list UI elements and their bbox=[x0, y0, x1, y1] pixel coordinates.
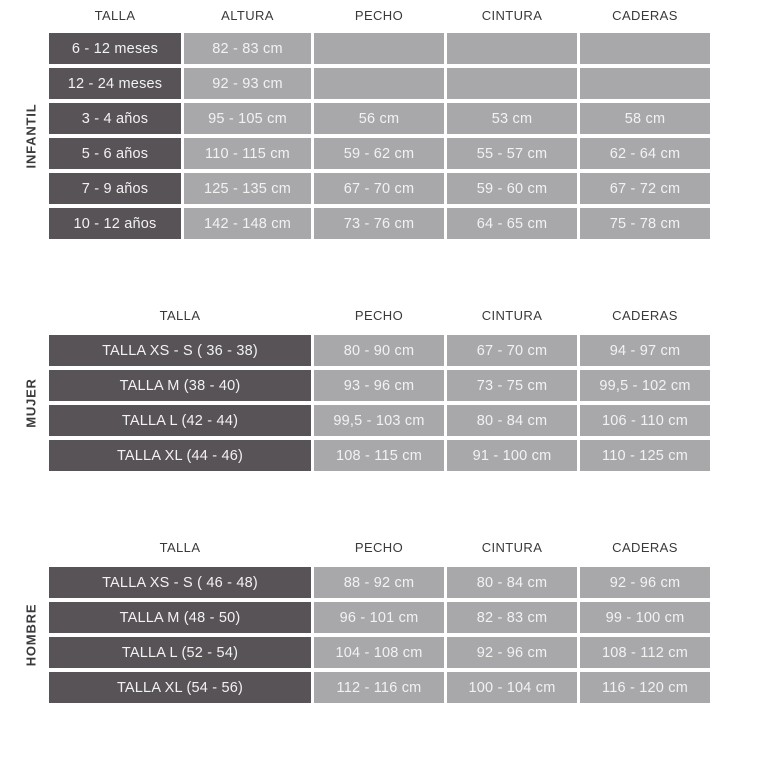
size-label-cell: 7 - 9 años bbox=[49, 173, 181, 204]
measurement-cell bbox=[580, 33, 710, 64]
column-header: TALLA bbox=[159, 539, 201, 555]
measurement-cell bbox=[314, 68, 444, 99]
measurement-cell: 55 - 57 cm bbox=[447, 138, 577, 169]
measurement-cell: 73 - 76 cm bbox=[314, 208, 444, 239]
measurement-cell: 100 - 104 cm bbox=[447, 672, 577, 703]
section-label-hombre: HOMBRE bbox=[23, 603, 39, 667]
measurement-cell: 75 - 78 cm bbox=[580, 208, 710, 239]
column-header: CINTURA bbox=[481, 539, 543, 555]
measurement-cell: 82 - 83 cm bbox=[447, 602, 577, 633]
section-label-mujer: MUJER bbox=[23, 378, 39, 428]
size-label-cell: 12 - 24 meses bbox=[49, 68, 181, 99]
measurement-cell: 82 - 83 cm bbox=[184, 33, 311, 64]
measurement-cell: 64 - 65 cm bbox=[447, 208, 577, 239]
size-label-cell: TALLA XS - S ( 36 - 38) bbox=[49, 335, 311, 366]
measurement-cell: 93 - 96 cm bbox=[314, 370, 444, 401]
section-label-infantil: INFANTIL bbox=[23, 103, 39, 169]
size-label-cell: TALLA M (48 - 50) bbox=[49, 602, 311, 633]
measurement-cell: 110 - 115 cm bbox=[184, 138, 311, 169]
size-label-cell: TALLA M (38 - 40) bbox=[49, 370, 311, 401]
column-header: PECHO bbox=[354, 7, 404, 23]
size-table-hombre bbox=[23, 536, 710, 703]
measurement-cell: 58 cm bbox=[580, 103, 710, 134]
size-label-cell: TALLA L (42 - 44) bbox=[49, 405, 311, 436]
measurement-cell: 99,5 - 102 cm bbox=[580, 370, 710, 401]
measurement-cell: 59 - 62 cm bbox=[314, 138, 444, 169]
column-header: TALLA bbox=[159, 307, 201, 323]
measurement-cell: 99 - 100 cm bbox=[580, 602, 710, 633]
measurement-cell: 94 - 97 cm bbox=[580, 335, 710, 366]
column-header: CADERAS bbox=[612, 539, 678, 555]
size-table-mujer bbox=[23, 304, 710, 471]
size-label-cell: 6 - 12 meses bbox=[49, 33, 181, 64]
measurement-cell: 80 - 84 cm bbox=[447, 567, 577, 598]
column-header-row bbox=[49, 536, 710, 558]
column-header: PECHO bbox=[354, 307, 404, 323]
measurement-cell: 112 - 116 cm bbox=[314, 672, 444, 703]
measurement-cell: 108 - 112 cm bbox=[580, 637, 710, 668]
column-header: PECHO bbox=[354, 539, 404, 555]
measurement-cell: 96 - 101 cm bbox=[314, 602, 444, 633]
measurement-cell bbox=[580, 68, 710, 99]
measurement-cell: 67 - 70 cm bbox=[314, 173, 444, 204]
column-header: TALLA bbox=[94, 7, 136, 23]
measurement-cell: 92 - 96 cm bbox=[580, 567, 710, 598]
size-label-cell: TALLA XL (44 - 46) bbox=[49, 440, 311, 471]
column-header-row bbox=[49, 304, 710, 326]
size-label-cell: 10 - 12 años bbox=[49, 208, 181, 239]
measurement-cell: 99,5 - 103 cm bbox=[314, 405, 444, 436]
column-header: CADERAS bbox=[612, 307, 678, 323]
measurement-cell: 142 - 148 cm bbox=[184, 208, 311, 239]
measurement-cell: 62 - 64 cm bbox=[580, 138, 710, 169]
column-header-row bbox=[49, 4, 710, 26]
size-label-cell: 3 - 4 años bbox=[49, 103, 181, 134]
column-header: CADERAS bbox=[612, 7, 678, 23]
measurement-cell: 104 - 108 cm bbox=[314, 637, 444, 668]
size-label-cell: TALLA XL (54 - 56) bbox=[49, 672, 311, 703]
table-grid bbox=[49, 567, 710, 703]
measurement-cell: 92 - 96 cm bbox=[447, 637, 577, 668]
measurement-cell: 59 - 60 cm bbox=[447, 173, 577, 204]
measurement-cell bbox=[314, 33, 444, 64]
size-table-infantil bbox=[23, 4, 710, 239]
size-label-cell: 5 - 6 años bbox=[49, 138, 181, 169]
measurement-cell: 108 - 115 cm bbox=[314, 440, 444, 471]
measurement-cell: 125 - 135 cm bbox=[184, 173, 311, 204]
measurement-cell: 91 - 100 cm bbox=[447, 440, 577, 471]
measurement-cell bbox=[447, 68, 577, 99]
measurement-cell: 80 - 90 cm bbox=[314, 335, 444, 366]
column-header: CINTURA bbox=[481, 7, 543, 23]
measurement-cell: 106 - 110 cm bbox=[580, 405, 710, 436]
column-header: ALTURA bbox=[221, 7, 274, 23]
measurement-cell: 92 - 93 cm bbox=[184, 68, 311, 99]
size-label-cell: TALLA L (52 - 54) bbox=[49, 637, 311, 668]
measurement-cell: 56 cm bbox=[314, 103, 444, 134]
size-label-cell: TALLA XS - S ( 46 - 48) bbox=[49, 567, 311, 598]
measurement-cell: 80 - 84 cm bbox=[447, 405, 577, 436]
measurement-cell: 110 - 125 cm bbox=[580, 440, 710, 471]
measurement-cell: 116 - 120 cm bbox=[580, 672, 710, 703]
table-grid bbox=[49, 335, 710, 471]
column-header: CINTURA bbox=[481, 307, 543, 323]
measurement-cell: 95 - 105 cm bbox=[184, 103, 311, 134]
measurement-cell: 67 - 70 cm bbox=[447, 335, 577, 366]
table-grid bbox=[49, 33, 710, 239]
measurement-cell: 88 - 92 cm bbox=[314, 567, 444, 598]
measurement-cell: 53 cm bbox=[447, 103, 577, 134]
measurement-cell bbox=[447, 33, 577, 64]
measurement-cell: 67 - 72 cm bbox=[580, 173, 710, 204]
measurement-cell: 73 - 75 cm bbox=[447, 370, 577, 401]
